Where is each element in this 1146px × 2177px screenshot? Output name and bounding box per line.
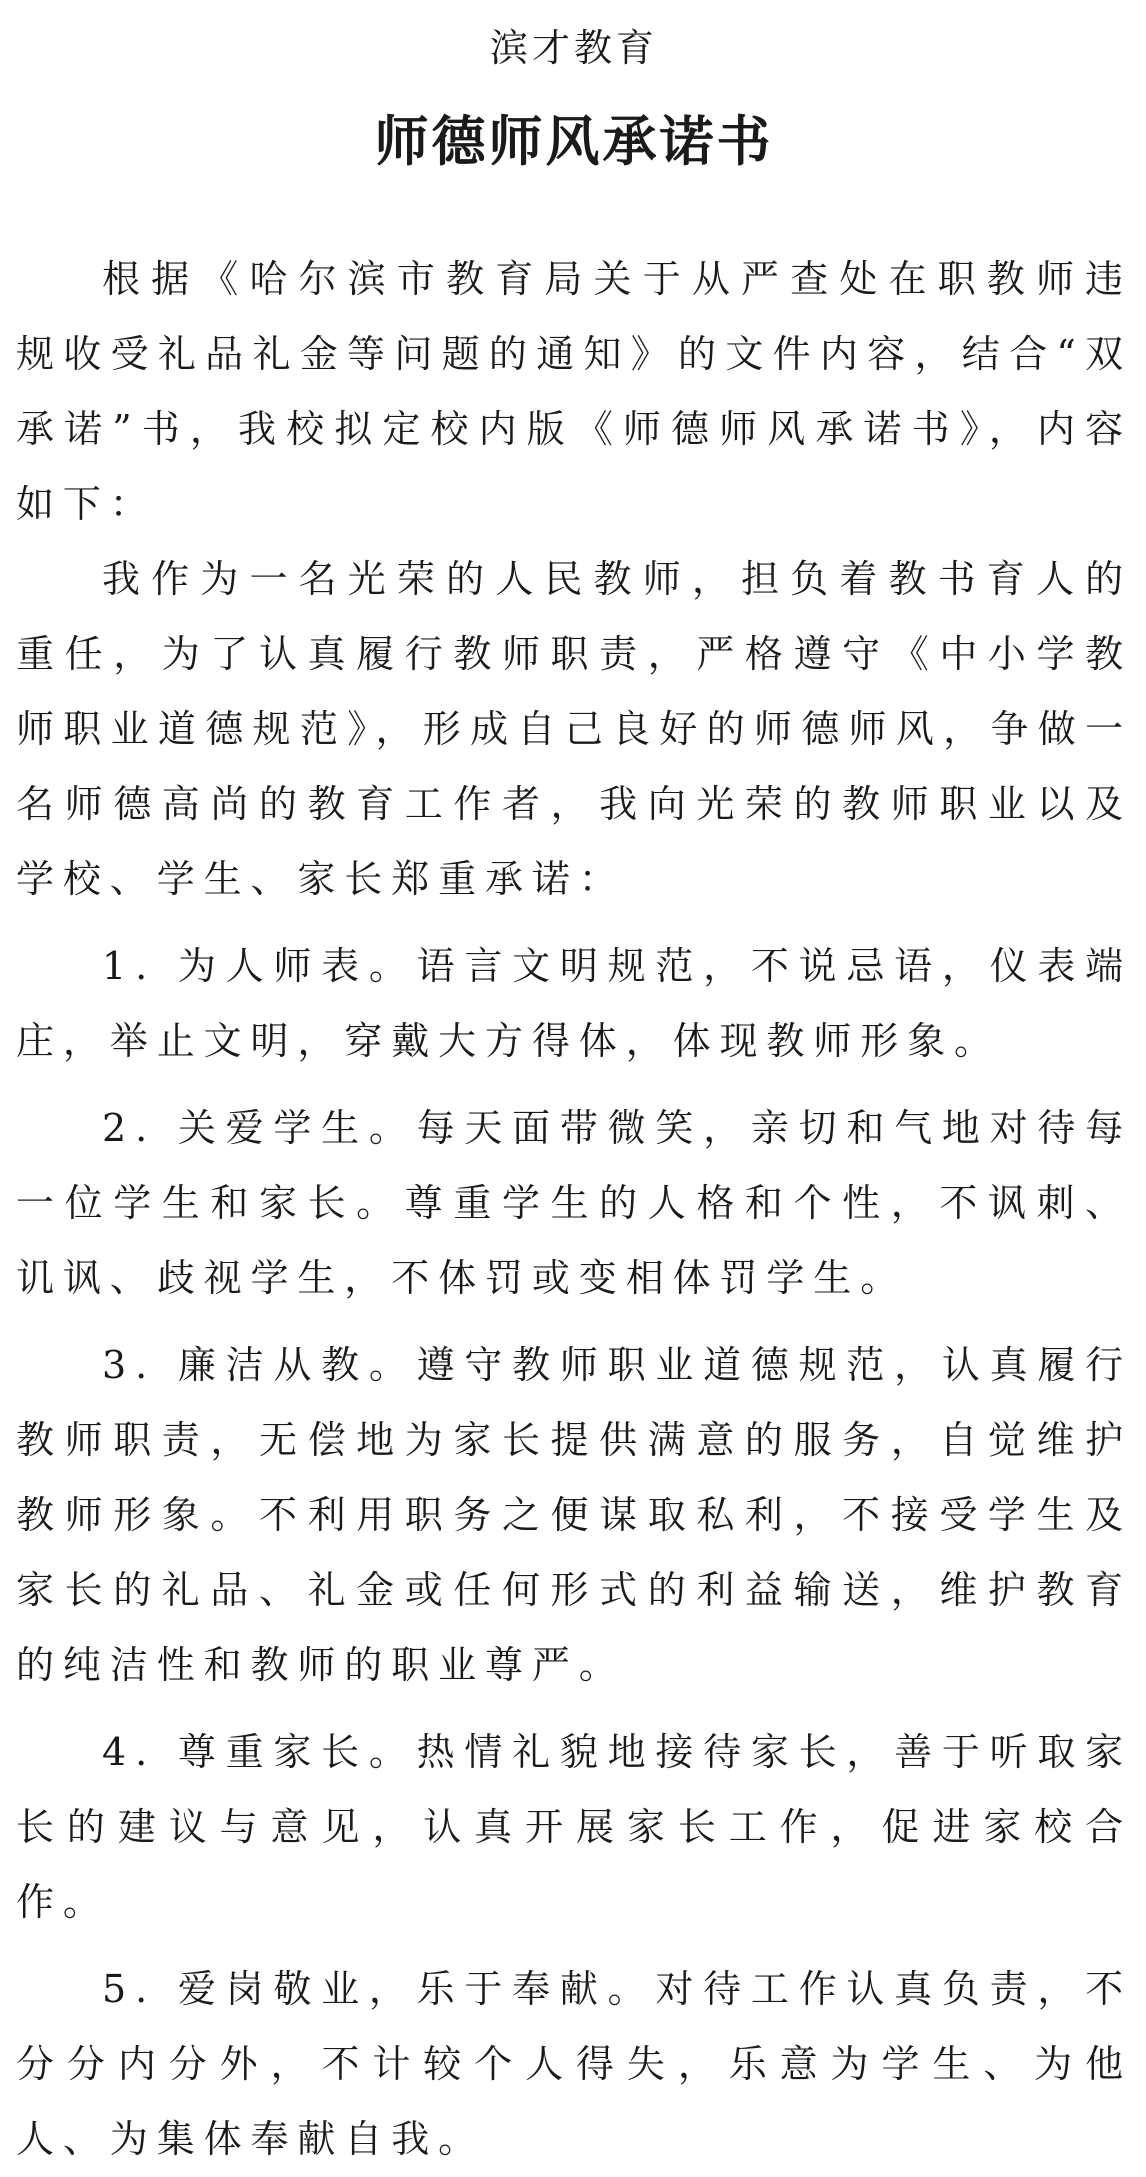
pledge-item-3: 3. 廉洁从教。遵守教师职业道德规范，认真履行教师职责，无偿地为家长提供满意的服务，自觉维护教师形象。不利用职务之便谋取私利，不接受学生及家长的礼品、礼金或任何形式的利益输送，维护教育的纯洁性和教师的职业尊严。 [16,1343,1132,1687]
organization-name: 滨才教育 [489,26,658,70]
pledge-item-2: 2. 关爱学生。每天面带微笑，亲切和气地对待每一位学生和家长。尊重学生的人格和个性，不讽刺、讥讽、歧视学生，不体罚或变相体罚学生。 [16,1106,1132,1300]
document-title: 师德师风承诺书 [374,110,774,173]
pledge-statement-paragraph: 我作为一名光荣的人民教师，担负着教书育人的重任，为了认真履行教师职责，严格遵守《中小学教师职业道德规范》，形成自己良好的师德师风，争做一名师德高尚的教育工作者，我向光荣的教师职业以及学校、学生、家长郑重承诺： [16,557,1132,901]
pledge-item-5: 5. 爱岗敬业，乐于奉献。对待工作认真负责，不分分内分外，不计较个人得失，乐意为学生、为他人、为集体奉献自我。 [16,1967,1132,2161]
document-body [16,242,1132,2177]
pledge-item-1: 1. 为人师表。语言文明规范，不说忌语，仪表端庄，举止文明，穿戴大方得体，体现教师形象。 [16,944,1132,1063]
pledge-item-4: 4. 尊重家长。热情礼貌地接待家长，善于听取家长的建议与意见，认真开展家长工作，促进家校合作。 [16,1730,1132,1924]
intro-paragraph: 根据《哈尔滨市教育局关于从严查处在职教师违规收受礼品礼金等问题的通知》的文件内容，结合“双承诺”书，我校拟定校内版《师德师风承诺书》，内容如下： [16,257,1132,526]
